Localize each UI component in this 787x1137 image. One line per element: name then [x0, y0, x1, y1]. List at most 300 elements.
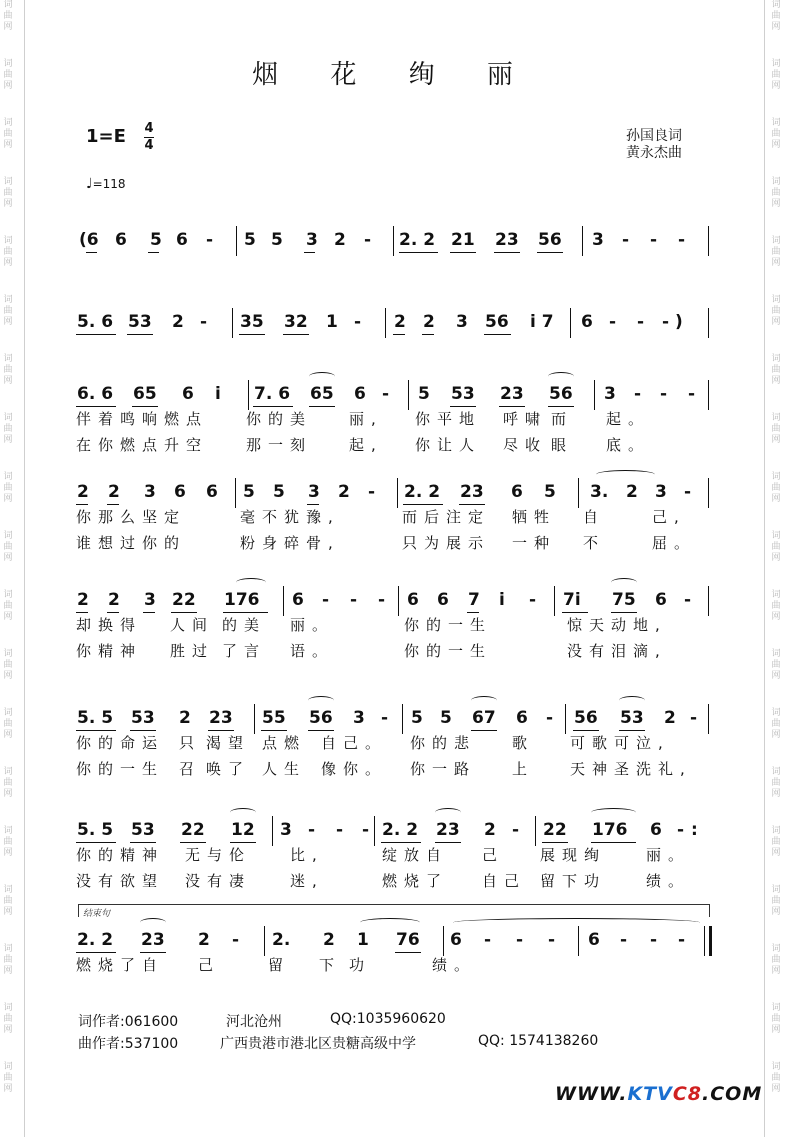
note-group: 21: [451, 230, 475, 250]
note-group: -: [322, 590, 330, 610]
note-group: -: [650, 930, 658, 950]
note-group: 3: [456, 312, 468, 332]
lyric-text: 你一路: [410, 760, 477, 778]
slur-arc: [236, 578, 266, 587]
note-group: 22: [172, 590, 196, 610]
lyric-text: 人生: [262, 760, 307, 778]
note-group: 6: [650, 820, 662, 840]
beam-underline: [76, 504, 88, 505]
ending-label: 结束句: [83, 909, 111, 919]
watermark-tile: 词曲网: [771, 767, 781, 799]
composer-credit: 黄永杰曲: [626, 145, 682, 161]
beam-underline: [435, 842, 461, 843]
note-group: -: [364, 230, 372, 250]
note-group: 3: [306, 230, 318, 250]
watermark-tile: 词曲网: [771, 826, 781, 858]
note-group: 22: [543, 820, 567, 840]
slur-arc: [611, 578, 637, 587]
note-group: 5: [411, 708, 423, 728]
note-group: 56: [549, 384, 573, 404]
lyric-text: 迷,: [290, 872, 324, 890]
beam-underline: [76, 612, 88, 613]
barline: [708, 226, 709, 256]
beam-underline: [619, 730, 645, 731]
beam-underline: [494, 252, 520, 253]
lyric-text: 你让人: [415, 436, 482, 454]
note-group: -: [678, 230, 686, 250]
lyric-text: 了言: [222, 642, 267, 660]
beam-underline: [537, 252, 563, 253]
watermark-tile: 词曲网: [3, 944, 13, 976]
note-group: 6: [354, 384, 366, 404]
slur-arc: [596, 470, 655, 479]
lyric-text: 没有泪滴,: [567, 642, 667, 660]
note-group: 22: [181, 820, 205, 840]
note-group: 3: [353, 708, 365, 728]
lyric-text: 人间: [170, 616, 215, 634]
tempo-marking: [86, 176, 126, 192]
note-group: 5: [440, 708, 452, 728]
note-group: 6: [182, 384, 194, 404]
note-group: 2. 2: [382, 820, 419, 840]
note-group: -: [232, 930, 240, 950]
note-group: -: [200, 312, 208, 332]
note-group: 6. 6: [77, 384, 114, 404]
lyric-text: 不: [583, 534, 606, 552]
beam-underline: [307, 504, 319, 505]
lyric-text: 你的精神: [76, 846, 165, 864]
note-group: -: [688, 384, 696, 404]
watermark-tile: 词曲网: [3, 295, 13, 327]
beam-underline: [132, 406, 158, 407]
watermark-tile: 词曲网: [3, 413, 13, 445]
barline: [374, 816, 375, 846]
beam-underline: [107, 612, 119, 613]
note-group: -: [308, 820, 316, 840]
beam-underline: [309, 406, 335, 407]
beam-underline: [591, 842, 636, 843]
lyric-text: 却换得: [76, 616, 143, 634]
note-group: -: [484, 930, 492, 950]
note-group: 5. 6: [77, 312, 114, 332]
slur-arc: [360, 918, 420, 927]
note-group: 6: [588, 930, 600, 950]
note-group: 6: [206, 482, 218, 502]
lyric-text: 绽放自: [382, 846, 449, 864]
watermark-tile: 词曲网: [3, 354, 13, 386]
note-group: 7. 6: [254, 384, 291, 404]
note-group: -: [354, 312, 362, 332]
note-group: 56: [538, 230, 562, 250]
lyric-text: 丽。: [290, 616, 335, 634]
note-group: 5: [271, 230, 283, 250]
watermark-tile: 词曲网: [771, 649, 781, 681]
watermark-tile: 词曲网: [3, 118, 13, 150]
note-group: 2.: [272, 930, 291, 950]
watermark-tile: 词曲网: [3, 708, 13, 740]
note-group: 5. 5: [77, 708, 114, 728]
lyric-text: 牺牲: [512, 508, 557, 526]
composer-info-place: 广西贵港市港北区贵糖高级中学: [220, 1036, 416, 1052]
lyric-text: 自己。: [321, 734, 388, 752]
note-group: 53: [620, 708, 644, 728]
lyric-text: 惊天动地,: [567, 616, 667, 634]
note-group: 6: [450, 930, 462, 950]
note-group: 2: [423, 312, 435, 332]
note-group: 2: [179, 708, 191, 728]
lyric-text: 你那么坚定: [76, 508, 187, 526]
watermark-tile: 词曲网: [3, 472, 13, 504]
beam-underline: [230, 842, 256, 843]
note-group: 65: [310, 384, 334, 404]
site-logo-ktv: KTV: [627, 1083, 673, 1105]
note-group: -: [512, 820, 520, 840]
watermark-left: [2, 0, 18, 1137]
lyric-text: 粉身碎骨,: [240, 534, 340, 552]
watermark-tile: 词曲网: [3, 1003, 13, 1035]
barline: [594, 380, 595, 410]
watermark-tile: 词曲网: [771, 118, 781, 150]
note-group: -: [546, 708, 554, 728]
note-group: -: [690, 708, 698, 728]
beam-underline: [304, 252, 315, 253]
note-group: (6: [79, 230, 99, 250]
lyric-text: 自: [583, 508, 606, 526]
lyric-text: 胜过: [170, 642, 215, 660]
note-group: 6: [292, 590, 304, 610]
barline: [254, 704, 255, 734]
slur-arc: [591, 808, 636, 817]
lyric-text: 只为展示: [402, 534, 491, 552]
barline: [398, 586, 399, 616]
watermark-tile: 词曲网: [3, 531, 13, 563]
lyric-text: 绩。: [432, 956, 477, 974]
watermark-tile: 词曲网: [771, 885, 781, 917]
lyric-text: 尽收: [503, 436, 548, 454]
beam-underline: [223, 612, 268, 613]
note-group: -: [516, 930, 524, 950]
note-group: 3: [280, 820, 292, 840]
lyric-text: 渴望: [206, 734, 251, 752]
lyric-text: 像你。: [321, 760, 388, 778]
time-signature: [144, 122, 154, 153]
note-group: -: [634, 384, 642, 404]
lyric-text: 底。: [606, 436, 651, 454]
lyric-text: 自己: [482, 872, 527, 890]
lyric-text: 呼啸: [503, 410, 548, 428]
barline: [565, 704, 566, 734]
note-group: - ): [662, 312, 683, 332]
note-group: 3: [144, 482, 156, 502]
watermark-tile: 词曲网: [3, 236, 13, 268]
lyric-text: 召: [179, 760, 202, 778]
note-group: 67: [472, 708, 496, 728]
slur-arc: [619, 696, 645, 705]
watermark-tile: 词曲网: [771, 708, 781, 740]
beam-underline: [450, 252, 476, 253]
note-group: i: [215, 384, 221, 404]
beam-underline: [107, 504, 119, 505]
watermark-tile: 词曲网: [771, 59, 781, 91]
watermark-tile: 词曲网: [771, 413, 781, 445]
site-logo-c8: C8: [672, 1083, 703, 1105]
note-group: -: [677, 820, 685, 840]
watermark-tile: 词曲网: [3, 1062, 13, 1094]
barline: [402, 704, 403, 734]
note-group: 1: [326, 312, 338, 332]
beam-underline: [393, 334, 405, 335]
note-group: 2: [664, 708, 676, 728]
lyric-text: 你精神: [76, 642, 143, 660]
beam-underline: [76, 406, 116, 407]
note-group: 2. 2: [399, 230, 436, 250]
note-group: 2: [394, 312, 406, 332]
note-group: 53: [131, 708, 155, 728]
barline: [385, 308, 386, 338]
lyric-text: 留: [268, 956, 291, 974]
lyric-text: 而后注定: [402, 508, 491, 526]
lyric-text: 屈。: [652, 534, 697, 552]
slur-arc: [453, 918, 700, 927]
slur-arc: [548, 372, 574, 381]
note-group: 3.: [590, 482, 609, 502]
lyric-text: 你的一生: [404, 642, 493, 660]
lyric-text: 己: [482, 846, 505, 864]
beam-underline: [422, 334, 434, 335]
barline: [570, 308, 571, 338]
lyricist-info-label: 词作者:061600: [78, 1014, 179, 1030]
note-group: 56: [574, 708, 598, 728]
ending-bracket: [78, 904, 710, 917]
note-group: 7i: [563, 590, 581, 610]
note-group: -: [206, 230, 214, 250]
note-group: 65: [133, 384, 157, 404]
beam-underline: [467, 612, 479, 613]
note-group: -: [620, 930, 628, 950]
note-group: 3: [308, 482, 320, 502]
beam-underline: [253, 406, 293, 407]
beam-underline: [484, 334, 511, 335]
barline: [443, 926, 444, 956]
song-title: 烟 花 绚 丽: [252, 60, 535, 90]
note-group: 32: [284, 312, 308, 332]
lyric-text: 一种: [512, 534, 557, 552]
watermark-tile: 词曲网: [3, 590, 13, 622]
lyric-text: 眼: [551, 436, 574, 454]
lyric-text: 你的悲: [410, 734, 477, 752]
note-group: 55: [262, 708, 286, 728]
beam-underline: [143, 612, 155, 613]
beam-underline: [148, 252, 159, 253]
barline: [397, 478, 398, 508]
note-group: 56: [485, 312, 509, 332]
beam-underline: [86, 252, 97, 253]
lyric-text: 燃烧了自: [76, 956, 165, 974]
slur-arc: [140, 918, 166, 927]
lyric-text: 谁想过你的: [76, 534, 187, 552]
barline: [236, 226, 237, 256]
key-signature: 1=E: [86, 126, 126, 147]
watermark-right: [770, 0, 786, 1137]
lyric-text: 绩。: [646, 872, 691, 890]
note-group: 2: [108, 590, 120, 610]
note-group: -: [350, 590, 358, 610]
note-group: 3: [144, 590, 156, 610]
slur-arc: [435, 808, 461, 817]
barline: [535, 816, 536, 846]
barline: [248, 380, 249, 410]
credits: [626, 128, 682, 162]
margin-line-right: [764, 0, 765, 1137]
beam-underline: [395, 952, 421, 953]
note-group: 1: [357, 930, 369, 950]
beam-underline: [171, 612, 197, 613]
lyric-text: 你的美: [246, 410, 313, 428]
lyric-text: 上: [512, 760, 535, 778]
note-group: 6: [407, 590, 419, 610]
slur-arc: [230, 808, 256, 817]
lyric-text: 你的命运: [76, 734, 165, 752]
watermark-tile: 词曲网: [3, 0, 13, 32]
watermark-tile: 词曲网: [3, 826, 13, 858]
lyric-text: 语。: [290, 642, 335, 660]
note-group: i 7: [530, 312, 554, 332]
note-group: -: [622, 230, 630, 250]
note-group: 5: [418, 384, 430, 404]
note-group: 23: [436, 820, 460, 840]
note-group: 6: [174, 482, 186, 502]
beam-underline: [450, 406, 476, 407]
note-group: -: [684, 482, 692, 502]
note-group: 2: [172, 312, 184, 332]
beam-underline: [308, 730, 334, 731]
note-group: 176: [592, 820, 628, 840]
lyricist-credit: 孙国良词: [626, 128, 682, 144]
beam-underline: [573, 730, 599, 731]
composer-info-qq: QQ: 1574138260: [478, 1033, 599, 1049]
lyric-text: 你平地: [415, 410, 482, 428]
watermark-tile: 词曲网: [771, 177, 781, 209]
site-logo-com: .COM: [702, 1083, 763, 1105]
site-logo-www: WWW.: [555, 1083, 628, 1105]
note-group: -: [336, 820, 344, 840]
note-group: 3: [592, 230, 604, 250]
note-group: 5: [273, 482, 285, 502]
note-group: 53: [451, 384, 475, 404]
lyric-text: 伴着鸣响燃点: [76, 410, 209, 428]
lyric-text: 只: [179, 734, 202, 752]
lyric-text: 的美: [222, 616, 267, 634]
lyric-text: 起,: [349, 436, 383, 454]
watermark-tile: 词曲网: [771, 354, 781, 386]
watermark-tile: 词曲网: [3, 59, 13, 91]
barline: [708, 704, 709, 734]
watermark-tile: 词曲网: [771, 531, 781, 563]
note-group: 2: [484, 820, 496, 840]
watermark-tile: 词曲网: [3, 885, 13, 917]
note-group: 6: [516, 708, 528, 728]
barline: [264, 926, 265, 956]
barline: [283, 586, 284, 616]
note-group: 6: [437, 590, 449, 610]
lyric-text: 展现绚: [540, 846, 607, 864]
watermark-tile: 词曲网: [3, 177, 13, 209]
lyric-text: 起。: [606, 410, 651, 428]
final-barline: [704, 926, 712, 956]
note-group: :: [691, 820, 698, 840]
note-group: 53: [131, 820, 155, 840]
margin-line-left: [24, 0, 25, 1137]
note-group: -: [378, 590, 386, 610]
note-group: 176: [224, 590, 260, 610]
note-group: 6: [511, 482, 523, 502]
note-group: 6: [655, 590, 667, 610]
beam-underline: [130, 730, 156, 731]
note-group: -: [382, 384, 390, 404]
beam-underline: [239, 334, 265, 335]
beam-underline: [403, 504, 443, 505]
lyric-text: 没有欲望: [76, 872, 165, 890]
barline: [393, 226, 394, 256]
note-group: -: [637, 312, 645, 332]
barline: [554, 586, 555, 616]
note-group: -: [678, 930, 686, 950]
lyric-text: 比,: [290, 846, 324, 864]
beam-underline: [140, 952, 166, 953]
barline: [708, 586, 709, 616]
slur-arc: [308, 696, 334, 705]
watermark-tile: 词曲网: [771, 1003, 781, 1035]
barline: [582, 226, 583, 256]
note-group: 3: [655, 482, 667, 502]
barline: [235, 478, 236, 508]
note-group: -: [609, 312, 617, 332]
slur-arc: [471, 696, 497, 705]
note-group: 5: [150, 230, 162, 250]
note-group: 2: [198, 930, 210, 950]
beam-underline: [76, 730, 116, 731]
note-group: 5: [243, 482, 255, 502]
note-group: 76: [396, 930, 420, 950]
barline: [232, 308, 233, 338]
lyric-text: 功: [349, 956, 372, 974]
beam-underline: [76, 334, 116, 335]
beam-underline: [130, 842, 156, 843]
note-group: 2: [323, 930, 335, 950]
note-group: 7: [468, 590, 480, 610]
note-group: 3: [604, 384, 616, 404]
beam-underline: [499, 406, 525, 407]
note-group: 23: [141, 930, 165, 950]
time-signature-bottom: 4: [144, 138, 154, 153]
watermark-tile: 词曲网: [3, 767, 13, 799]
lyric-text: 己,: [652, 508, 686, 526]
note-group: -: [368, 482, 376, 502]
note-group: -: [660, 384, 668, 404]
note-group: 5: [244, 230, 256, 250]
beam-underline: [180, 842, 206, 843]
note-group: -: [362, 820, 370, 840]
beam-underline: [399, 252, 438, 253]
lyric-text: 无与伦: [185, 846, 252, 864]
lyric-text: 丽。: [646, 846, 691, 864]
lyric-text: 你的一生: [76, 760, 165, 778]
note-group: 5: [544, 482, 556, 502]
site-logo: [555, 1083, 762, 1105]
time-signature-top: 4: [144, 121, 154, 136]
note-group: 2: [338, 482, 350, 502]
note-group: 56: [309, 708, 333, 728]
